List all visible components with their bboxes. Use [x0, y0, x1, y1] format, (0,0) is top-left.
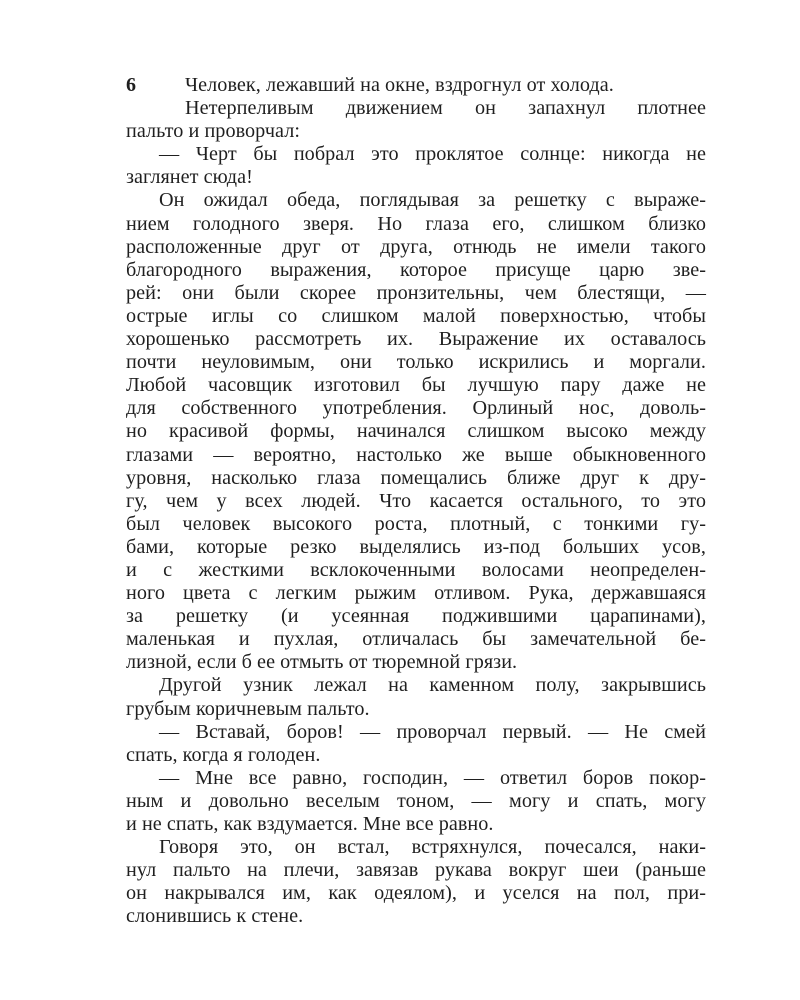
text-line: хорошенько рассмотреть их. Выражение их оставалось: [126, 328, 706, 351]
text-line: острые иглы со слишком малой поверхностью, чтобы: [126, 304, 706, 327]
text-line: Говоря это, он встал, встряхнулся, почесался, наки-: [159, 836, 706, 859]
body-text: [126, 74, 706, 928]
text-line: рей: они были скорее пронзительны, чем блестящи, —: [126, 281, 706, 304]
text-line: ного цвета с легким рыжим отливом. Рука, державшаяся: [126, 582, 706, 605]
text-line: Любой часовщик изготовил бы лучшую пару даже не: [126, 374, 706, 397]
text-line: и с жесткими всклокоченными волосами неопределен-: [126, 558, 706, 581]
text-line: Человек, лежавший на окне, вздрогнул от холода.: [185, 74, 614, 96]
text-line: почти неуловимым, они только искрились и моргали.: [126, 351, 706, 374]
text-line: Другой узник лежал на каменном полу, закрывшись: [159, 674, 706, 697]
text-line: бами, которые резко выделялись из-под больших усов,: [126, 535, 706, 558]
text-line: — Мне все равно, господин, — ответил боров покор-: [159, 766, 706, 789]
text-line: расположенные друг от друга, отнюдь не имели такого: [126, 235, 706, 258]
text-line: нул пальто на плечи, завязав рукава вокруг шеи (раньше: [126, 859, 706, 882]
text-line: нием голодного зверя. Но глаза его, слишком близко: [126, 212, 706, 235]
text-line: для собственного употребления. Орлиный нос, доволь-: [126, 397, 706, 420]
text-line: за решетку (и усеянная поджившими царапинами),: [126, 605, 706, 628]
text-line: но красивой формы, начинался слишком высоко между: [126, 420, 706, 443]
text-line: уровня, насколько глаза помещались ближе друг к дру-: [126, 466, 706, 489]
text-line: маленькая и пухлая, отличалась бы замечательной бе-: [126, 628, 706, 651]
text-line: слонившись к стене.: [126, 905, 304, 928]
text-line: спать, когда я голоден.: [126, 743, 321, 766]
text-line: лизной, если б ее отмыть от тюремной грязи.: [126, 651, 518, 674]
text-line: Нетерпеливым движением он запахнул плотнее: [185, 97, 706, 120]
page-number: 6: [126, 74, 136, 96]
text-line: и не спать, как вздумается. Мне все равно.: [126, 813, 494, 835]
text-line: пальто и проворчал:: [126, 120, 300, 143]
text-line: Он ожидал обеда, поглядывая за решетку с выраже-: [159, 189, 706, 212]
text-line: гу, чем у всех людей. Что касается остального, то это: [126, 489, 706, 512]
text-line: благородного выражения, которое присуще царю зве-: [126, 258, 706, 281]
text-line: — Вставай, боров! — проворчал первый. — Не смей: [159, 720, 706, 743]
text-line: ным и довольно веселым тоном, — могу и спать, могу: [126, 789, 706, 812]
text-line: был человек высокого роста, плотный, с тонкими гу-: [126, 512, 706, 535]
text-line: он накрывался им, как одеялом), и уселся на пол, при-: [126, 882, 706, 905]
text-line: заглянет сюда!: [126, 166, 253, 189]
text-line: — Черт бы побрал это проклятое солнце: никогда не: [159, 143, 706, 166]
text-line: грубым коричневым пальто.: [126, 697, 370, 720]
text-line: глазами — вероятно, настолько же выше обыкновенного: [126, 443, 706, 466]
